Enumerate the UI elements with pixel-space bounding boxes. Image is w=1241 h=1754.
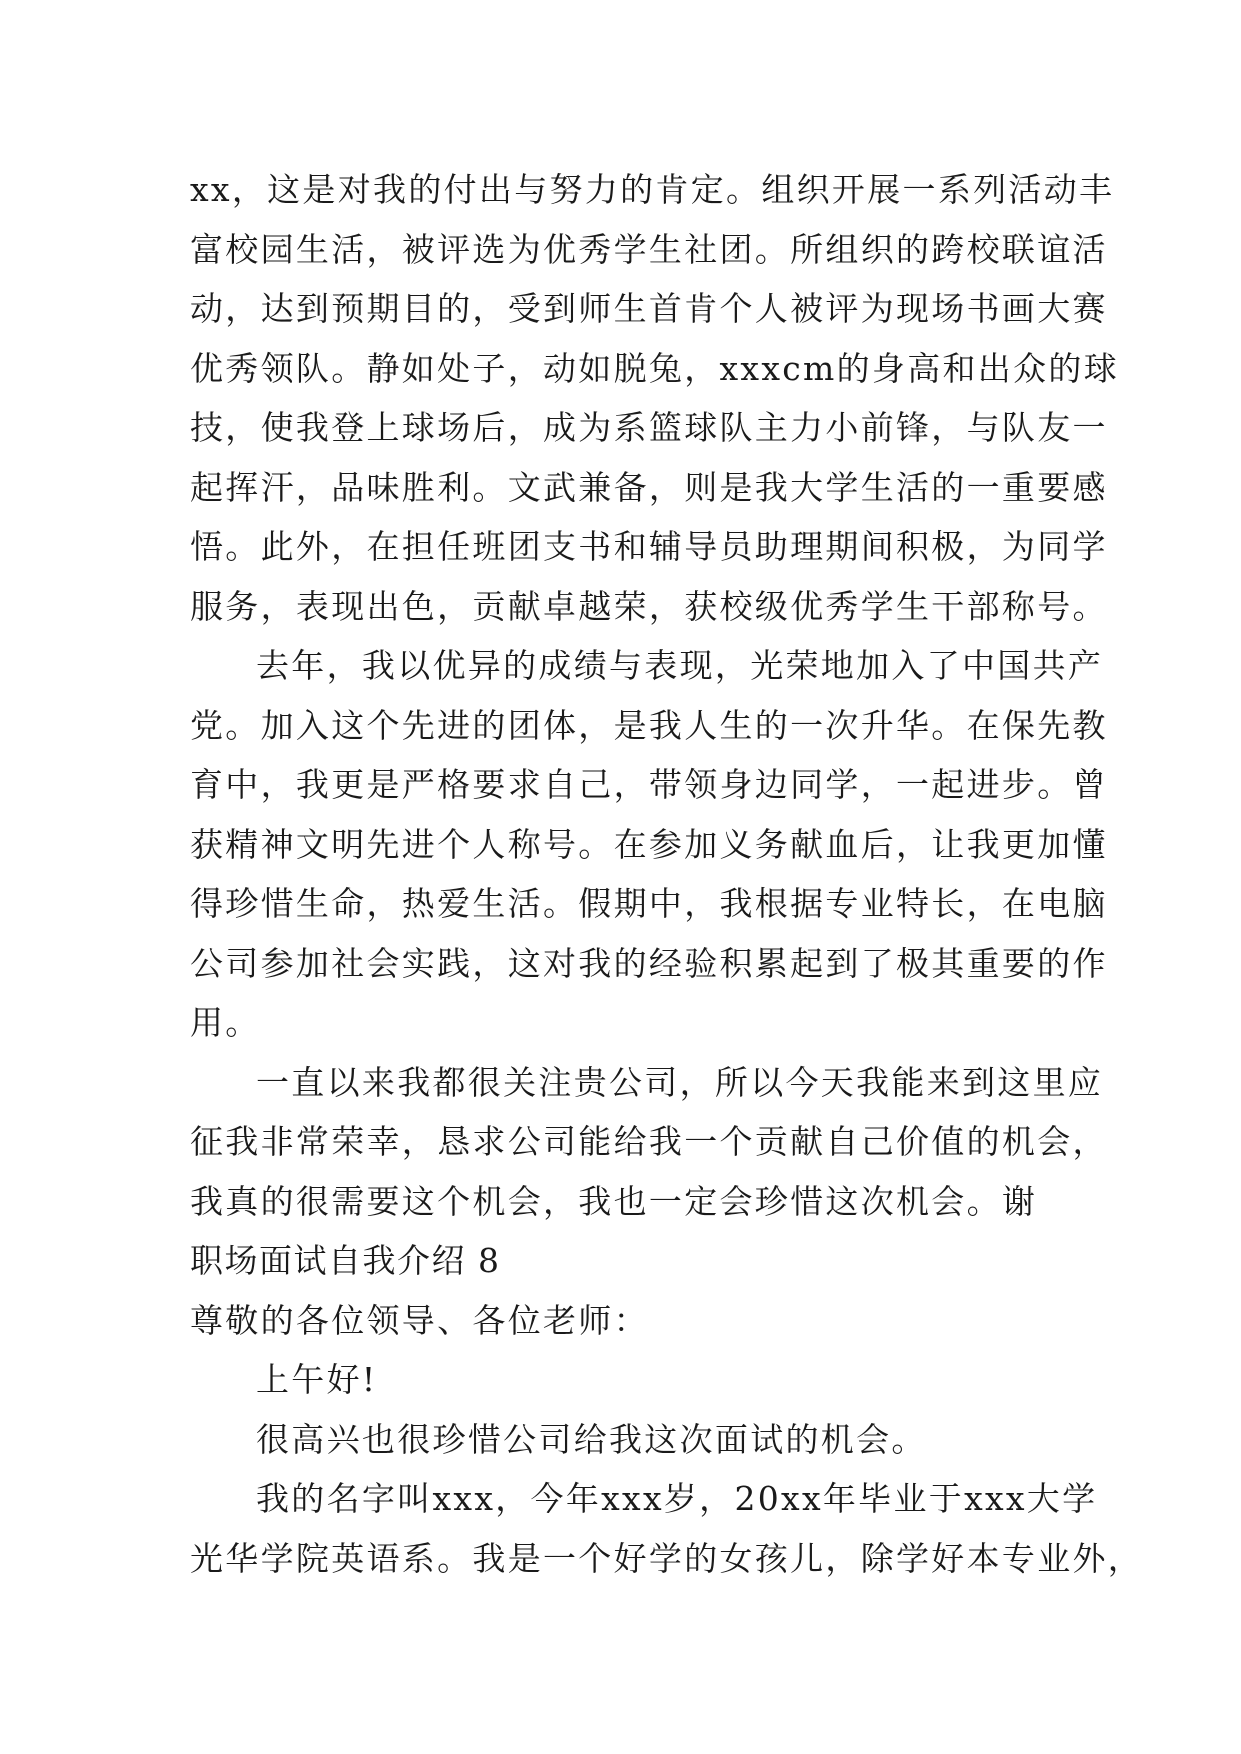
section-heading: 职场面试自我介绍 8: [190, 1241, 501, 1280]
text-line: 富校园生活，被评选为优秀学生社团。所组织的跨校联谊活: [190, 229, 1108, 269]
text-line: 服务，表现出色，贡献卓越荣，获校级优秀学生干部称号。: [190, 586, 1108, 626]
document-body: [190, 160, 1144, 1588]
text-line: 悟。此外，在担任班团支书和辅导员助理期间积极，为同学: [190, 527, 1108, 566]
text-line: 获精神文明先进个人称号。在参加义务献血后，让我更加懂: [190, 824, 1108, 864]
text-line: 育中，我更是严格要求自己，带领身边同学，一起进步。曾: [190, 765, 1108, 804]
paragraph-start-line: 去年，我以优异的成绩与表现，光荣地加入了中国共产: [256, 646, 1104, 685]
text-line: 得珍惜生命，热爱生活。假期中，我根据专业特长，在电脑: [190, 884, 1108, 923]
text-line: xx，这是对我的付出与努力的肯定。组织开展一系列活动丰: [190, 170, 1115, 209]
text-line: 党。加入这个先进的团体，是我人生的一次升华。在保先教: [190, 705, 1108, 745]
text-line: 我真的很需要这个机会，我也一定会珍惜这次机会。谢: [190, 1181, 1038, 1221]
greeting: 上午好!: [256, 1360, 378, 1399]
text-line: 技，使我登上球场后，成为系篮球队主力小前锋，与队友一: [190, 408, 1108, 447]
text-line: 征我非常荣幸，恳求公司能给我一个贡献自己价值的机会，: [190, 1122, 1108, 1161]
text-line: 光华学院英语系。我是一个好学的女孩儿，除学好本专业外，: [190, 1538, 1144, 1578]
paragraph-start-line: 一直以来我都很关注贵公司，所以今天我能来到这里应: [256, 1062, 1104, 1102]
text-line: 动，达到预期目的，受到师生首肯个人被评为现场书画大赛: [190, 289, 1108, 328]
text-line: 用。: [190, 1003, 261, 1042]
text-line: 优秀领队。静如处子，动如脱兔，xxxcm的身高和出众的球: [190, 348, 1120, 388]
paragraph-start-line: 很高兴也很珍惜公司给我这次面试的机会。: [256, 1419, 927, 1459]
salutation: 尊敬的各位领导、各位老师：: [190, 1300, 649, 1340]
paragraph-start-line: 我的名字叫xxx，今年xxx岁，20xx年毕业于xxx大学: [256, 1479, 1098, 1518]
text-line: 起挥汗，品味胜利。文武兼备，则是我大学生活的一重要感: [190, 467, 1108, 507]
text-line: 公司参加社会实践，这对我的经验积累起到了极其重要的作: [190, 943, 1108, 983]
